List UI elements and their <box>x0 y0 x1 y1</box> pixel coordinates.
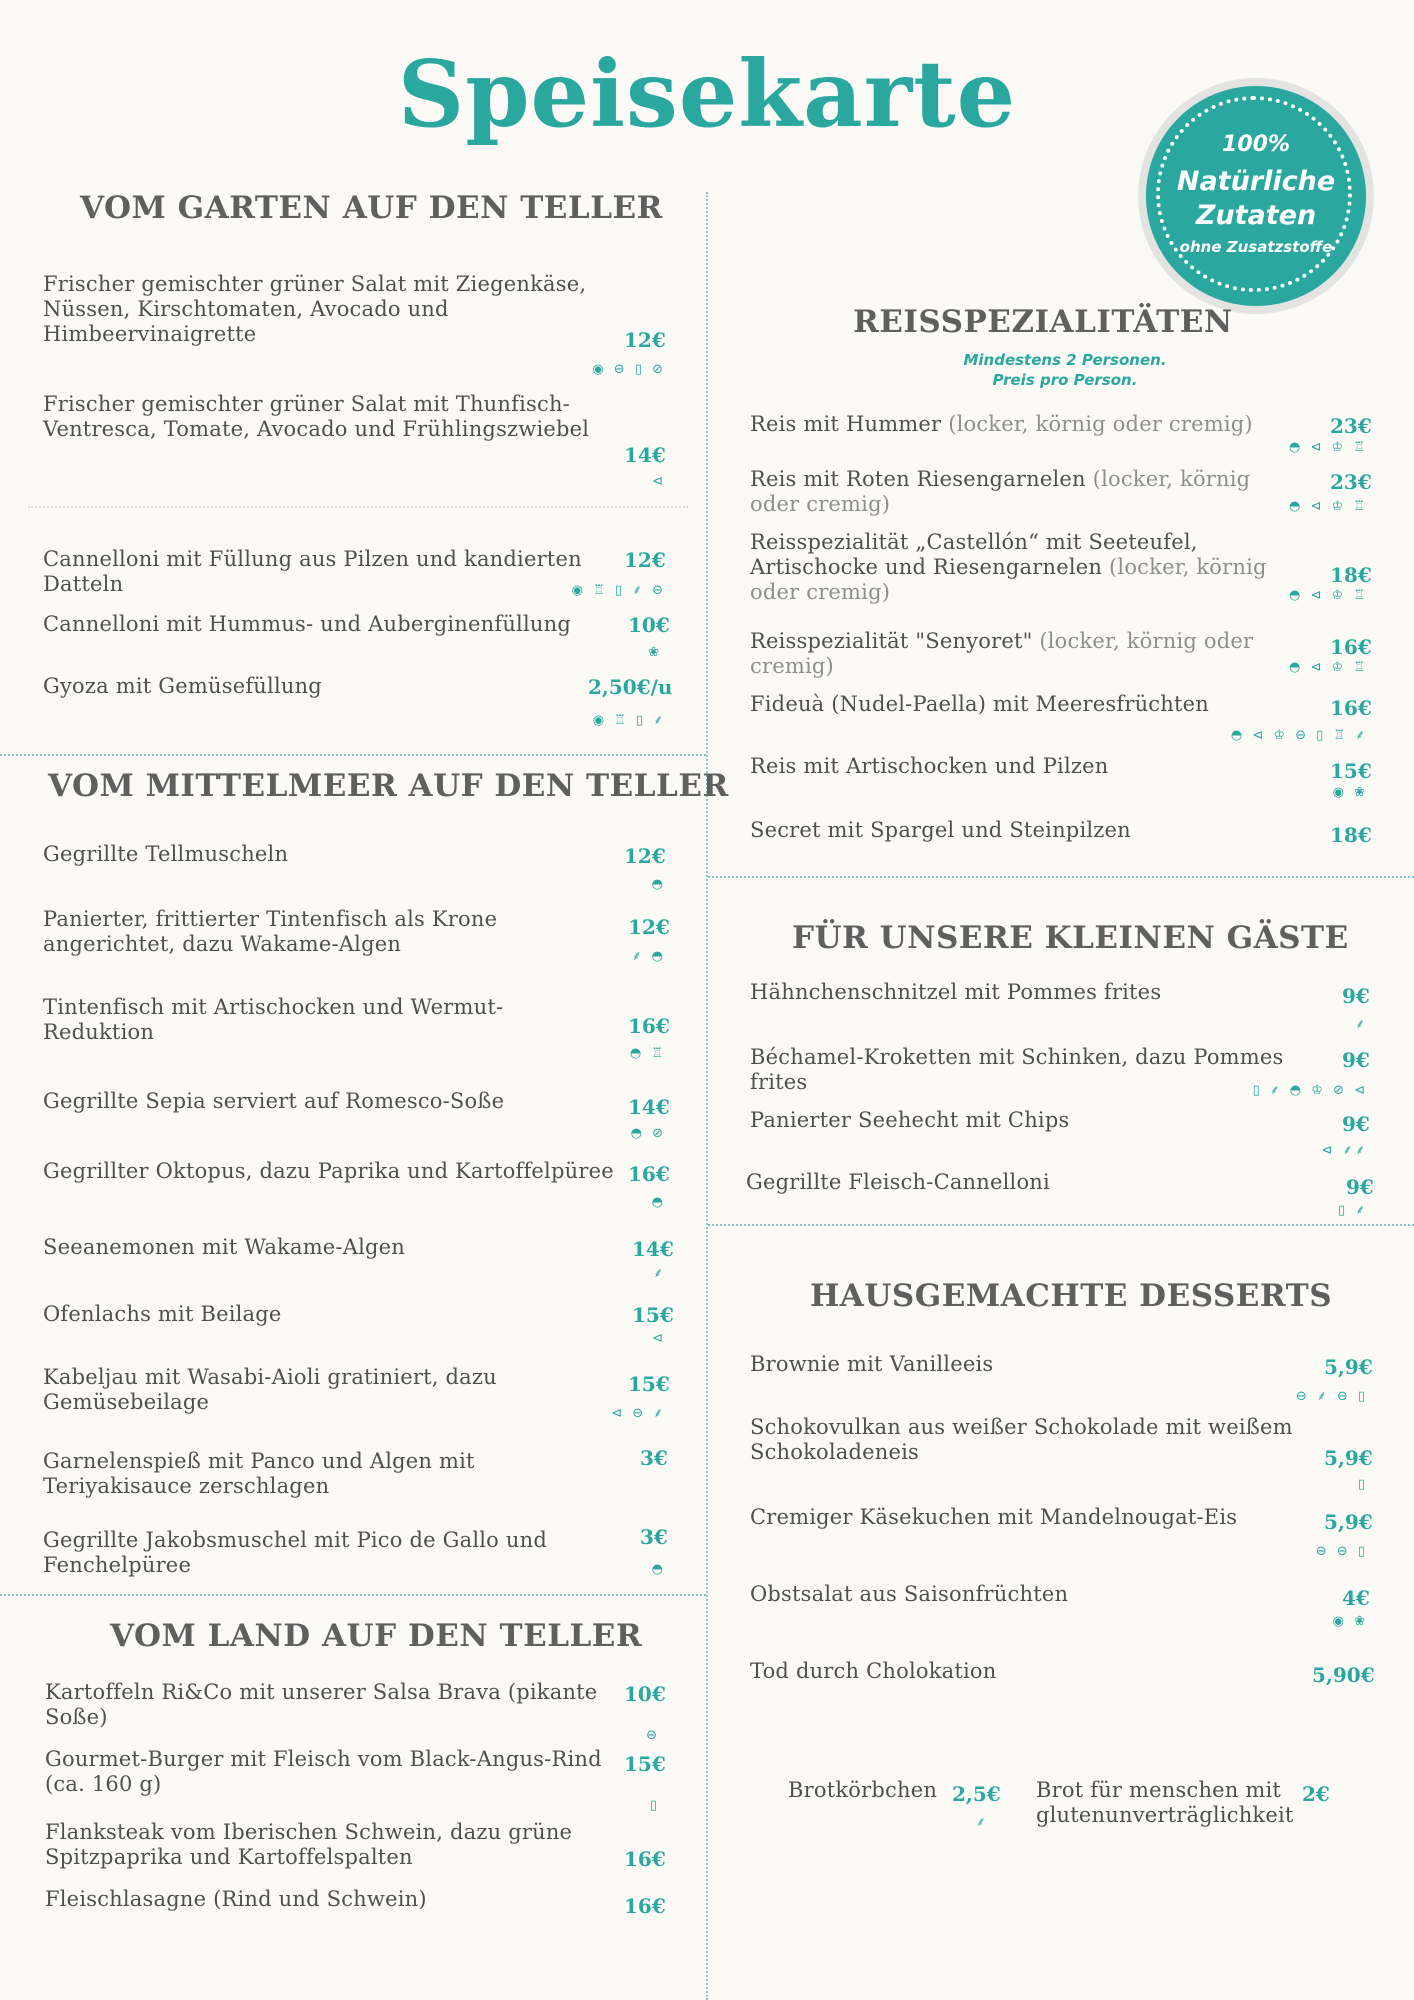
menu-item-name: Kartoffeln Ri&Co mit unserer Salsa Brava (pikante Soße) <box>45 1680 598 1729</box>
menu-item-price: 9€ <box>1342 984 1370 1008</box>
menu-item-price: 10€ <box>628 613 670 637</box>
allergen-icons: ◓ <box>651 1562 666 1577</box>
menu-item-name: Tod durch Cholokation <box>750 1659 997 1683</box>
allergen-icons: ◉ ♖ ▯ ⸙ ⊖ <box>571 583 666 598</box>
allergen-icons: ◓ ⊲ ♔ ♖ <box>1289 440 1368 455</box>
allergen-icons: ⊖ ⊖ ▯ <box>1315 1544 1368 1559</box>
menu-item-price: 15€ <box>1330 759 1372 783</box>
menu-item-name: Frischer gemischter grüner Salat mit Ziegenkäse, Nüssen, Kirschtomaten, Avocado und Himbeervinaigrette <box>43 272 587 346</box>
allergen-icons: ◓ ⊲ ♔ ♖ <box>1289 588 1368 603</box>
menu-item-price: 18€ <box>1330 823 1372 847</box>
section-title-kinder: FÜR UNSERE KLEINEN GÄSTE <box>792 920 1349 956</box>
menu-item-option: (locker, körnig oder cremig) <box>750 629 1254 678</box>
menu-item-price: 14€ <box>632 1237 674 1261</box>
menu-item-price: 16€ <box>1330 635 1372 659</box>
menu-item-name: Garnelenspieß mit Panco und Algen mit Teriyakisauce zerschlagen <box>43 1449 475 1498</box>
allergen-icons: ⊖ <box>646 1728 660 1743</box>
menu-item-name: Gegrillte Fleisch-Cannelloni <box>746 1170 1050 1194</box>
section-divider <box>0 1594 706 1596</box>
menu-item-name: Seeanemonen mit Wakame-Algen <box>43 1235 406 1259</box>
menu-item-price: 9€ <box>1342 1048 1370 1072</box>
menu-item-title: Reis mit Hummer <box>750 412 942 436</box>
reis-note-2: Preis pro Person. <box>992 371 1138 389</box>
menu-item-price: 23€ <box>1330 470 1372 494</box>
allergen-icons: ⊲ ⸙⸙ <box>1321 1143 1368 1158</box>
menu-item-name: Gegrillte Sepia serviert auf Romesco-Soße <box>43 1089 505 1113</box>
menu-item-price: 12€ <box>624 548 666 572</box>
menu-item-price: 23€ <box>1330 414 1372 438</box>
allergen-icons: ◉ ⊖ ▯ ⊘ <box>592 362 666 377</box>
menu-item-price: 5,9€ <box>1324 1355 1373 1379</box>
menu-item-price: 3€ <box>640 1446 668 1470</box>
menu-item-name <box>750 412 1290 437</box>
menu-item-name: Panierter, frittierter Tintenfisch als Krone angerichtet, dazu Wakame-Algen <box>43 907 498 956</box>
allergen-icons: ▯ ⸙ <box>1337 1203 1368 1218</box>
allergen-icons: ⊲ ⊖ ⸙ <box>611 1406 666 1421</box>
menu-item-price: 5,9€ <box>1324 1446 1373 1470</box>
menu-item-price: 16€ <box>628 1162 670 1186</box>
menu-item-name: Tintenfisch mit Artischocken und Wermut-Reduktion <box>43 995 504 1044</box>
menu-item-name: Gegrillte Tellmuscheln <box>43 842 289 866</box>
menu-item-name <box>750 530 1290 605</box>
allergen-icons: ◉ ❀ <box>1332 785 1368 800</box>
section-title-desserts: HAUSGEMACHTE DESSERTS <box>810 1278 1333 1314</box>
menu-item-name: Obstsalat aus Saisonfrüchten <box>750 1582 1069 1606</box>
allergen-icons: ◓ <box>651 1195 666 1210</box>
menu-item-price: 18€ <box>1330 563 1372 587</box>
reis-note-1: Mindestens 2 Personen. <box>963 351 1167 369</box>
gluten-free-bread-price: 2€ <box>1302 1782 1330 1806</box>
menu-item-option: (locker, körnig oder cremig) <box>750 467 1251 516</box>
menu-item-name: Secret mit Spargel und Steinpilzen <box>750 818 1131 842</box>
section-divider <box>708 1224 1414 1226</box>
allergen-icons: ◓ ♖ <box>629 1046 666 1061</box>
menu-item-price: 15€ <box>632 1303 674 1327</box>
menu-item-name: Brownie mit Vanilleeis <box>750 1352 994 1376</box>
allergen-icons: ⸙ <box>1355 1017 1368 1032</box>
menu-item-name: Panierter Seehecht mit Chips <box>750 1108 1070 1132</box>
allergen-icons: ⊖ ⸙ ⊖ ▯ <box>1295 1389 1368 1404</box>
badge-line-2: Natürliche <box>1176 166 1336 197</box>
menu-item-name: Ofenlachs mit Beilage <box>43 1302 282 1326</box>
menu-item-option: (locker, körnig oder cremig) <box>948 412 1253 436</box>
menu-item-name: Cremiger Käsekuchen mit Mandelnougat-Eis <box>750 1505 1238 1529</box>
bread-basket-price: 2,5€ <box>952 1782 1001 1806</box>
menu-item-name: Reis mit Artischocken und Pilzen <box>750 754 1109 778</box>
section-title-garten: VOM GARTEN AUF DEN TELLER <box>80 190 663 226</box>
section-divider <box>0 754 706 756</box>
menu-item-price: 16€ <box>624 1894 666 1918</box>
menu-item-price: 3€ <box>640 1525 668 1549</box>
menu-item-name: Frischer gemischter grüner Salat mit Thunfisch-Ventresca, Tomate, Avocado und Frühlingszwiebel <box>43 392 590 441</box>
menu-item-title: Reisspezialität "Senyoret" <box>750 629 1033 653</box>
section-title-reis: REISSPEZIALITÄTEN <box>853 304 1233 340</box>
allergen-icons: ▯ ⸙ ◓ ♔ ⊘ ⊲ <box>1252 1083 1368 1098</box>
menu-item-title: Reisspezialität „Castellón“ mit Seeteufel, Artischocke und Riesengarnelen <box>750 530 1198 579</box>
allergen-icons: ▯ <box>1357 1477 1368 1492</box>
column-divider <box>706 192 708 2000</box>
allergen-icons: ▯ <box>649 1798 660 1813</box>
menu-item-name: Schokovulkan aus weißer Schokolade mit weißem Schokoladeneis <box>750 1415 1293 1464</box>
allergen-icons: ◓ ⊲ ♔ ⊖ ▯ ♖ ⸙ <box>1230 728 1368 743</box>
menu-item-price: 5,9€ <box>1324 1510 1373 1534</box>
allergen-icons: ◉ ❀ <box>1332 1614 1368 1629</box>
allergen-icons: ❀ <box>648 645 662 660</box>
menu-item-name: Cannelloni mit Hummus- und Auberginenfüllung <box>43 612 571 636</box>
menu-item-price: 16€ <box>1330 696 1372 720</box>
menu-item-name: Kabeljau mit Wasabi-Aioli gratiniert, dazu Gemüsebeilage <box>43 1365 497 1414</box>
menu-item-name: Fleischlasagne (Rind und Schwein) <box>45 1887 427 1911</box>
menu-item-price: 4€ <box>1342 1586 1370 1610</box>
badge-line-1: 100% <box>1222 132 1290 157</box>
allergen-icons: ⊲ <box>652 474 666 489</box>
page-title: Speisekarte <box>397 40 1017 148</box>
menu-item-name: Béchamel-Kroketten mit Schinken, dazu Pommes frites <box>750 1045 1284 1094</box>
allergen-icons: ◓ <box>651 877 666 892</box>
allergen-icons: ⊲ <box>652 1331 666 1346</box>
menu-item-name <box>750 629 1290 679</box>
divider <box>28 506 688 508</box>
menu-item-price: 12€ <box>624 328 666 352</box>
badge-line-4: ohne Zusatzstoffe <box>1179 238 1333 256</box>
badge-line-3: Zutaten <box>1195 200 1317 231</box>
gluten-free-bread-label: Brot für menschen mit glutenunverträglichkeit <box>1036 1778 1294 1827</box>
menu-item-price: 5,90€ <box>1312 1663 1375 1687</box>
menu-item-price: 16€ <box>628 1014 670 1038</box>
allergen-icons: ⸙ ◓ <box>631 949 666 964</box>
menu-item-price: 16€ <box>624 1847 666 1871</box>
allergen-icons: ◓ ⊲ ♔ ♖ <box>1289 499 1368 514</box>
section-title-mittelmeer: VOM MITTELMEER AUF DEN TELLER <box>48 768 729 804</box>
menu-item-price: 9€ <box>1342 1112 1370 1136</box>
menu-item-name: Fideuà (Nudel-Paella) mit Meeresfrüchten <box>750 692 1209 716</box>
menu-item-title: Reis mit Roten Riesengarnelen <box>750 467 1086 491</box>
menu-item-price: 14€ <box>628 1095 670 1119</box>
menu-item-name: Gourmet-Burger mit Fleisch vom Black-Angus-Rind (ca. 160 g) <box>45 1747 602 1796</box>
menu-item-name: Gegrillte Jakobsmuschel mit Pico de Gallo und Fenchelpüree <box>43 1528 547 1577</box>
menu-item-price: 15€ <box>628 1372 670 1396</box>
menu-item-name <box>750 467 1290 517</box>
allergen-icons: ⸙ <box>976 1815 989 1830</box>
menu-item-name: Gegrillter Oktopus, dazu Paprika und Kartoffelpüree <box>43 1159 614 1183</box>
allergen-icons: ⸙ <box>653 1266 666 1281</box>
section-title-land: VOM LAND AUF DEN TELLER <box>110 1618 643 1654</box>
menu-item-name: Hähnchenschnitzel mit Pommes frites <box>750 980 1162 1004</box>
menu-item-price: 14€ <box>624 443 666 467</box>
menu-item-price: 2,50€/u <box>588 675 673 699</box>
allergen-icons: ◓ ⊲ ♔ ♖ <box>1289 660 1368 675</box>
menu-item-price: 12€ <box>628 915 670 939</box>
natural-ingredients-badge <box>1138 78 1374 314</box>
allergen-icons: ◉ ♖ ▯ ⸙ <box>592 713 666 728</box>
menu-item-price: 12€ <box>624 844 666 868</box>
section-divider <box>708 876 1414 878</box>
menu-item-name: Flanksteak vom Iberischen Schwein, dazu grüne Spitzpaprika und Kartoffelspalten <box>45 1820 573 1869</box>
allergen-icons: ◓ ⊘ <box>630 1126 666 1141</box>
menu-item-option: (locker, körnig oder cremig) <box>750 555 1267 604</box>
menu-item-name: Gyoza mit Gemüsefüllung <box>43 674 322 698</box>
menu-item-price: 10€ <box>624 1682 666 1706</box>
bread-basket-label: Brotkörbchen <box>788 1778 938 1802</box>
menu-item-price: 9€ <box>1346 1175 1374 1199</box>
menu-item-name: Cannelloni mit Füllung aus Pilzen und kandierten Datteln <box>43 547 582 596</box>
menu-item-price: 15€ <box>624 1752 666 1776</box>
